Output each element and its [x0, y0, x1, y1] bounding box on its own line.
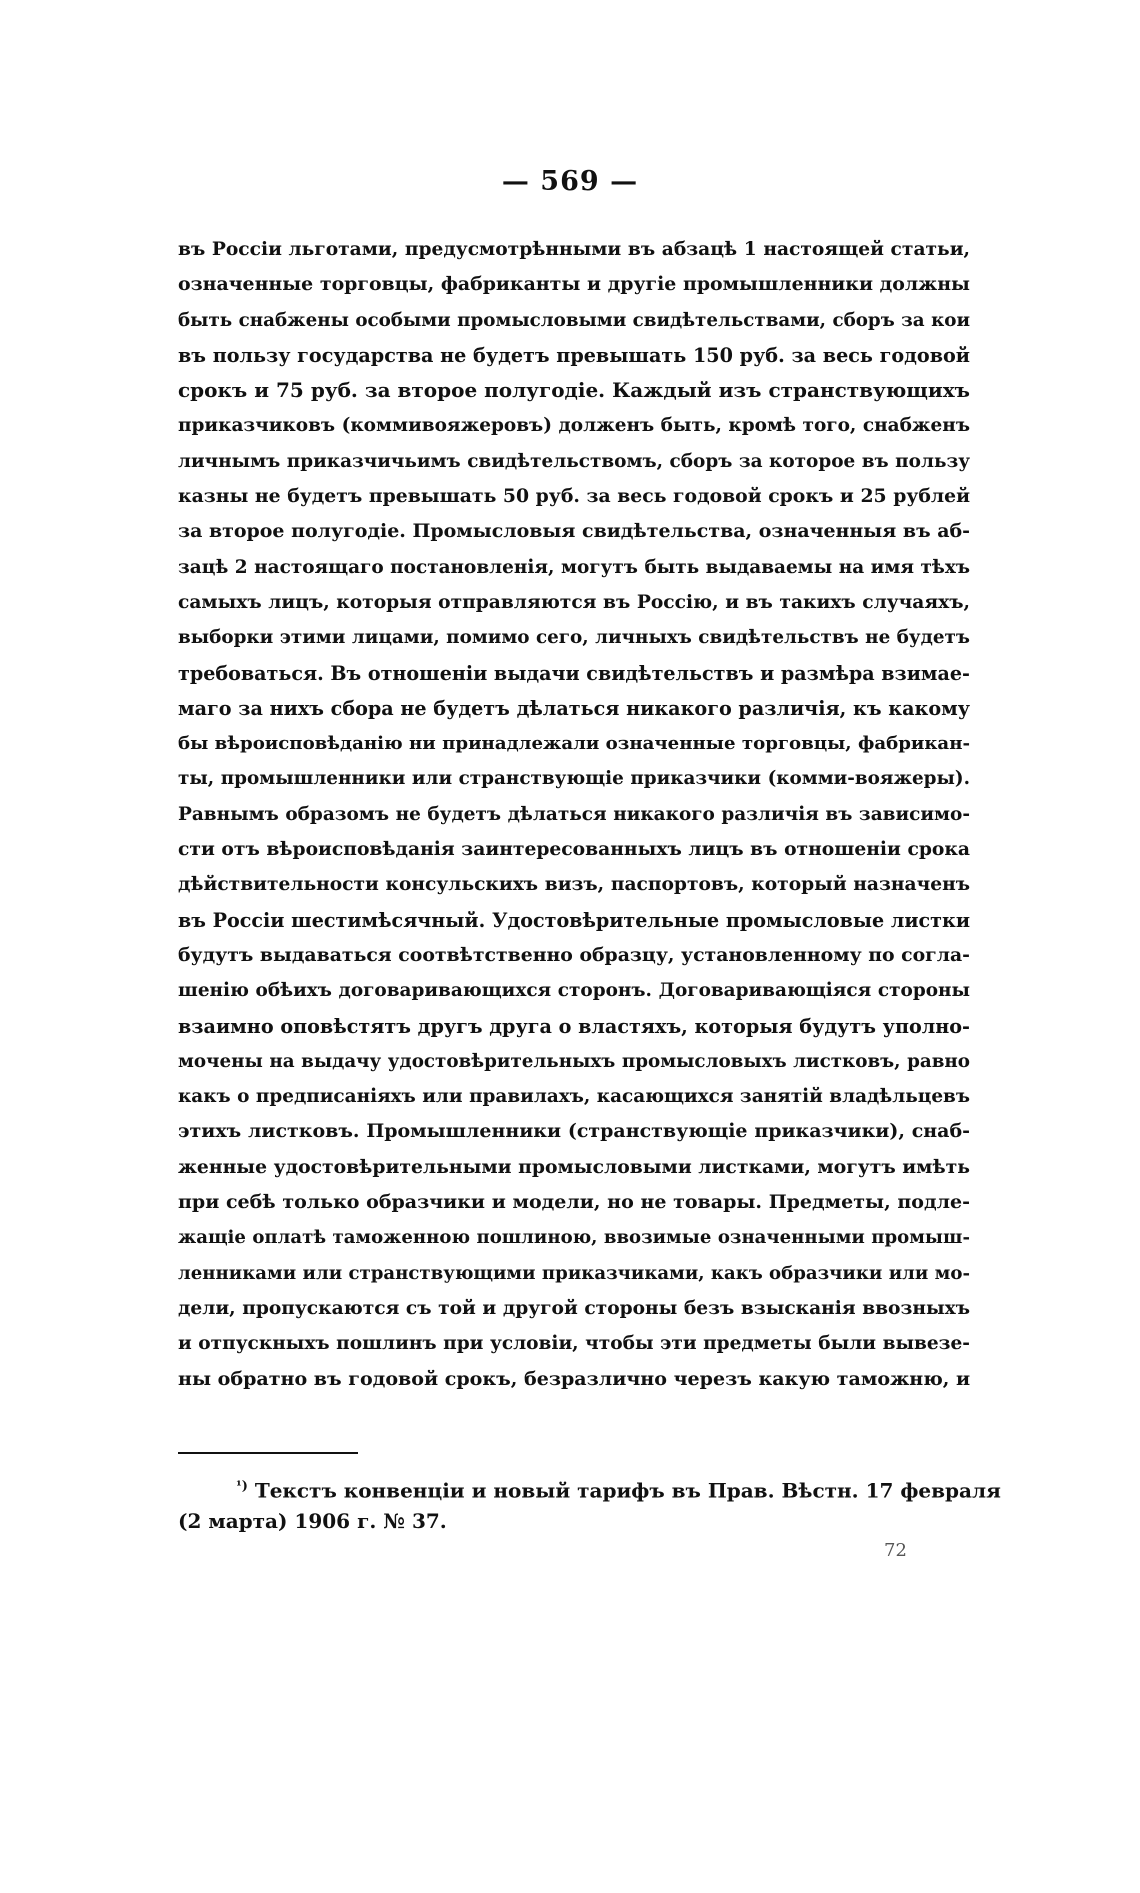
text-line: дели, пропускаются съ той и другой стороны безъ взысканія ввозныхъ	[178, 1297, 970, 1319]
footnote-line-1	[178, 1470, 1001, 1504]
text-line: сти отъ вѣроисповѣданія заинтересованныхъ лицъ въ отношеніи срока	[178, 838, 970, 861]
text-line: въ пользу государства не будетъ превышать 150 руб. за весь годовой	[178, 343, 970, 367]
text-line: ленниками или странствующими приказчиками, какъ образчики или мо-	[178, 1262, 970, 1284]
body-text	[178, 232, 970, 1397]
text-line: ны обратно въ годовой срокъ, безразлично черезъ какую таможню, и	[178, 1367, 970, 1390]
text-line: означенные торговцы, фабриканты и другіе промышленники должны	[178, 273, 970, 296]
text-line: этихъ листковъ. Промышленники (странствующіе приказчики), снаб-	[178, 1120, 970, 1143]
text-line: зацѣ 2 настоящаго постановленія, могутъ быть выдаваемы на имя тѣхъ	[178, 556, 970, 578]
text-line: за второе полугодіе. Промысловыя свидѣтельства, означенныя въ аб-	[178, 520, 970, 543]
text-line: шенію обѣихъ договаривающихся сторонъ. Договаривающіяся стороны	[178, 980, 970, 1002]
text-line: приказчиковъ (коммивояжеровъ) долженъ быть, кромѣ того, снабженъ	[178, 415, 970, 437]
text-line: срокъ и 75 руб. за второе полугодіе. Каждый изъ странствующихъ	[178, 378, 970, 403]
page-number-header: — 569 —	[501, 166, 639, 197]
text-line: быть снабжены особыми промысловыми свидѣтельствами, сборъ за кои	[178, 309, 970, 331]
text-line: бы вѣроисповѣданію ни принадлежали означенные торговцы, фабрикан-	[178, 733, 970, 755]
text-line: взаимно оповѣстятъ другъ друга о властяхъ, которыя будутъ уполно-	[178, 1014, 970, 1038]
text-line: самыхъ лицъ, которыя отправляются въ Россію, и въ такихъ случаяхъ,	[178, 590, 970, 613]
footnote-text-1: Текстъ конвенціи и новый тарифъ въ Прав. Вѣстн. 17 февраля	[254, 1478, 1001, 1503]
text-line: какъ о предписаніяхъ или правилахъ, касающихся занятій владѣльцевъ	[178, 1086, 970, 1108]
text-line: требоваться. Въ отношеніи выдачи свидѣтельствъ и размѣра взимае-	[178, 661, 970, 685]
footnote-divider	[178, 1452, 358, 1454]
sheet-signature-mark: 72	[884, 1540, 907, 1561]
footnote-marker: ¹)	[236, 1479, 248, 1494]
text-line: Равнымъ образомъ не будетъ дѣлаться никакого различія въ зависимо-	[178, 803, 970, 825]
text-line: женные удостовѣрительными промысловыми листками, могутъ имѣть	[178, 1155, 970, 1178]
text-line: жащіе оплатѣ таможенною пошлиною, ввозимые означенными промыш-	[178, 1227, 970, 1249]
text-line: личнымъ приказчичьимъ свидѣтельствомъ, сборъ за которое въ пользу	[178, 450, 970, 472]
text-line: выборки этими лицами, помимо сего, личныхъ свидѣтельствъ не будетъ	[178, 627, 970, 649]
text-line: при себѣ только образчики и модели, но не товары. Предметы, подле-	[178, 1191, 970, 1214]
text-line: маго за нихъ сбора не будетъ дѣлаться никакого различія, къ какому	[178, 696, 970, 720]
text-line: дѣйствительности консульскихъ визъ, паспортовъ, который назначенъ	[178, 873, 970, 896]
text-line: будутъ выдаваться соотвѣтственно образцу, установленному по согла-	[178, 943, 970, 966]
text-line: казны не будетъ превышать 50 руб. за весь годовой срокъ и 25 рублей	[178, 485, 970, 508]
text-line: и отпускныхъ пошлинъ при условіи, чтобы эти предметы были вывезе-	[178, 1333, 970, 1355]
footnote-line-2: (2 марта) 1906 г. № 37.	[178, 1509, 447, 1533]
text-line: ты, промышленники или странствующіе приказчики (комми-вояжеры).	[178, 768, 970, 790]
text-line: въ Россіи шестимѣсячный. Удостовѣрительные промысловые листки	[178, 908, 970, 932]
footnote	[178, 1470, 1001, 1538]
text-line: мочены на выдачу удостовѣрительныхъ промысловыхъ листковъ, равно	[178, 1050, 970, 1072]
text-line: въ Россіи льготами, предусмотрѣнными въ абзацѣ 1 настоящей статьи,	[178, 238, 970, 260]
